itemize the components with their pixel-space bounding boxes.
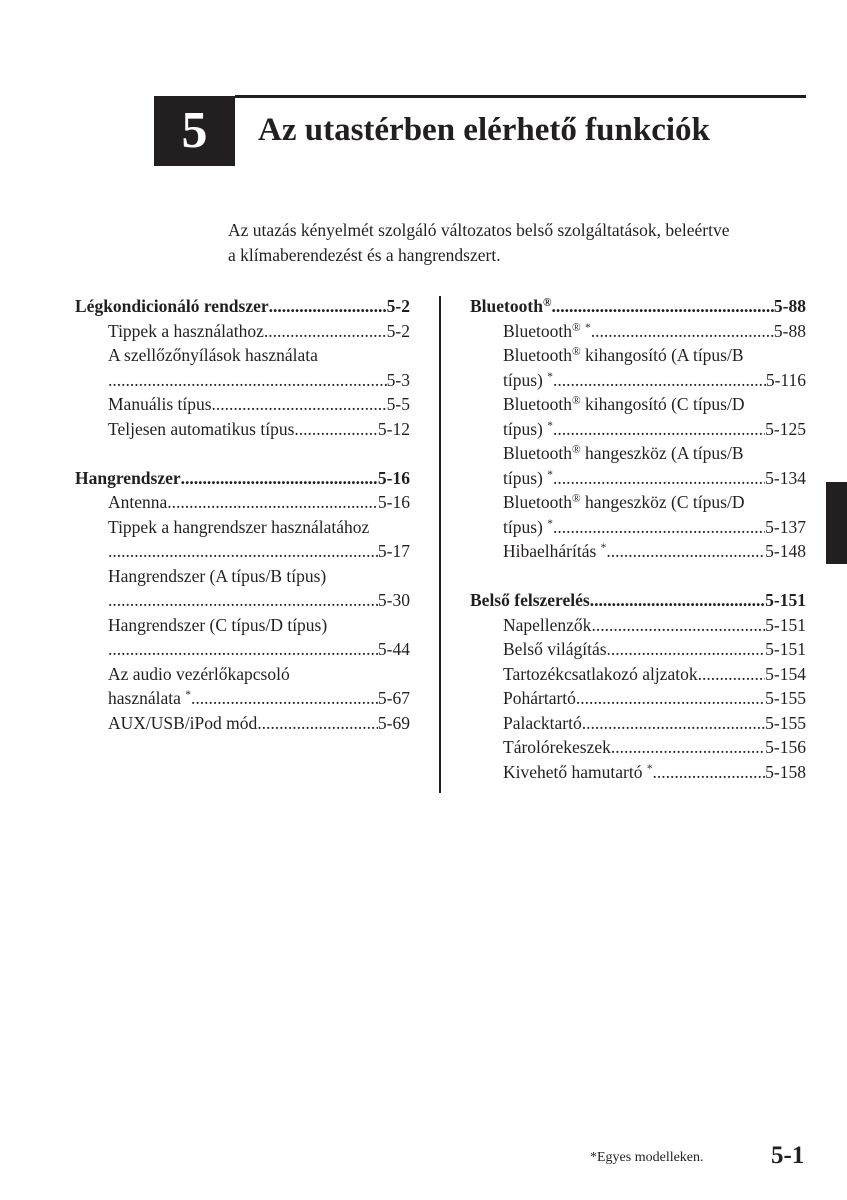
chapter-number: 5 <box>181 102 208 159</box>
toc-entry-text: Bluetooth® <box>470 296 552 316</box>
dot-leader <box>553 370 766 391</box>
dot-leader <box>576 688 765 709</box>
toc-entry-text: használata * <box>108 688 191 708</box>
dot-leader <box>591 615 765 636</box>
dot-leader <box>553 517 765 538</box>
dot-leader <box>191 688 378 709</box>
toc-section <box>470 590 806 786</box>
footnote: *Egyes modelleken. <box>590 1150 704 1165</box>
toc-page-number: 5-3 <box>386 369 410 390</box>
toc-section <box>470 296 806 566</box>
toc-page-number: 5-2 <box>386 296 410 316</box>
dot-leader <box>108 370 387 391</box>
dot-leader <box>698 664 766 685</box>
toc-entry-text: Palacktartó <box>503 712 582 733</box>
toc-entry <box>470 615 806 640</box>
dot-leader <box>606 541 765 562</box>
toc-page-number: 5-155 <box>765 712 806 733</box>
footnote-star: * <box>547 517 553 530</box>
toc-entry-text: Napellenzők <box>503 614 592 635</box>
toc-entry <box>75 639 410 664</box>
toc-entry-text: Bluetooth® kihangosító (C típus/D <box>503 394 745 414</box>
footnote-star: * <box>585 321 591 334</box>
footnote-star: * <box>547 419 553 432</box>
toc-entry-text: Pohártartó <box>503 688 576 708</box>
toc-entry-text: Tippek a hangrendszer használatához <box>108 516 370 537</box>
toc-entry <box>470 639 806 664</box>
toc-page-number: 5-5 <box>386 394 410 414</box>
toc-page-number: 5-44 <box>377 639 410 659</box>
toc-entry-text: AUX/USB/iPod mód <box>108 712 258 733</box>
footnote-star: * <box>185 688 191 701</box>
toc-left-column <box>75 296 410 762</box>
intro-line-1: Az utazás kényelmét szolgáló változatos belső szolgáltatások, beleértve <box>228 220 730 240</box>
toc-page-number: 5-156 <box>765 737 806 757</box>
toc-entry <box>75 517 410 542</box>
column-divider <box>439 296 441 793</box>
toc-section-heading <box>75 468 410 493</box>
toc-entry <box>75 688 410 713</box>
toc-entry-text: Hangrendszer (C típus/D típus) <box>108 614 328 635</box>
toc-entry <box>75 419 410 444</box>
toc-page-number: 5-17 <box>377 541 410 561</box>
toc-section-heading <box>470 296 806 321</box>
toc-page-number: 5-16 <box>377 492 410 512</box>
toc-page-number: 5-151 <box>765 639 806 659</box>
footnote-star: * <box>547 370 553 383</box>
registered-mark: ® <box>572 443 581 456</box>
dot-leader <box>607 639 766 660</box>
toc-entry-text: Tippek a használathoz <box>108 320 264 341</box>
toc-page-number: 5-158 <box>765 761 806 782</box>
dot-leader <box>269 296 387 317</box>
toc-entry <box>470 492 806 517</box>
dot-leader <box>553 468 765 489</box>
toc-entry-text: Tárolórekeszek <box>503 737 611 757</box>
toc-entry-text: Antenna <box>108 492 168 512</box>
dot-leader <box>181 468 378 489</box>
toc-page-number: 5-116 <box>765 369 806 390</box>
toc-entry-text: Hangrendszer <box>75 467 181 488</box>
chapter-title: Az utastérben elérhető funkciók <box>258 112 710 148</box>
intro-line-2: a klímaberendezést és a hangrendszert. <box>228 245 501 265</box>
toc-section-heading <box>470 590 806 615</box>
registered-mark: ® <box>572 394 581 407</box>
dot-leader <box>264 321 387 342</box>
toc-entry-text: Bluetooth® hangeszköz (A típus/B <box>503 443 744 463</box>
dot-leader <box>591 321 774 342</box>
toc-page-number: 5-148 <box>765 541 806 561</box>
toc-section-heading <box>75 296 410 321</box>
chapter-side-tab <box>826 482 847 564</box>
toc-entry <box>470 468 806 493</box>
toc-entry-text: típus) * <box>503 418 553 439</box>
toc-entry-text: Manuális típus <box>108 394 212 414</box>
toc-entry <box>470 394 806 419</box>
registered-mark: ® <box>542 296 552 309</box>
toc-entry-text: típus) * <box>503 467 553 488</box>
toc-entry <box>470 713 806 738</box>
toc-entry-text: Az audio vezérlőkapcsoló <box>108 663 290 684</box>
page-number: 5-1 <box>771 1142 805 1169</box>
toc-entry-text: Hibaelhárítás * <box>503 541 607 561</box>
toc-entry <box>470 541 806 566</box>
dot-leader <box>108 639 378 660</box>
toc-entry-text: típus) * <box>503 369 553 390</box>
dot-leader <box>582 713 765 734</box>
toc-entry-text: Tartozékcsatlakozó aljzatok <box>503 663 698 684</box>
toc-entry-text: Kivehető hamutartó * <box>503 761 653 782</box>
toc-entry <box>75 394 410 419</box>
toc-entry-text: A szellőzőnyílások használata <box>108 345 318 365</box>
toc-section <box>75 468 410 738</box>
toc-section <box>75 296 410 443</box>
toc-entry <box>470 345 806 370</box>
toc-page-number: 5-137 <box>765 516 806 537</box>
toc-entry-text: Légkondicionáló rendszer <box>75 296 269 316</box>
dot-leader <box>294 419 378 440</box>
toc-entry <box>75 615 410 640</box>
dot-leader <box>553 419 765 440</box>
toc-entry <box>75 713 410 738</box>
dot-leader <box>257 713 378 734</box>
toc-page-number: 5-151 <box>765 614 806 635</box>
toc-entry <box>75 345 410 370</box>
footnote-star: * <box>600 541 607 554</box>
toc-page-number: 5-88 <box>773 296 806 316</box>
registered-mark: ® <box>572 345 581 358</box>
registered-mark: ® <box>572 321 581 334</box>
toc-entry <box>470 370 806 395</box>
toc-entry <box>75 370 410 395</box>
toc-entry <box>75 590 410 615</box>
registered-mark: ® <box>572 492 581 505</box>
toc-entry <box>470 762 806 787</box>
dot-leader <box>551 296 773 317</box>
toc-page-number: 5-67 <box>377 688 410 708</box>
toc-entry-text: típus) * <box>503 516 553 537</box>
toc-entry-text: Bluetooth® hangeszköz (C típus/D <box>503 492 745 512</box>
toc-entry <box>470 688 806 713</box>
toc-page-number: 5-134 <box>765 467 806 488</box>
dot-leader <box>108 541 378 562</box>
dot-leader <box>108 590 378 611</box>
toc-entry-text: Bluetooth® * <box>503 320 591 341</box>
toc-entry-text: Belső felszerelés <box>470 590 590 610</box>
toc-entry <box>470 664 806 689</box>
intro-paragraph <box>228 218 808 268</box>
toc-entry <box>75 664 410 689</box>
toc-page-number: 5-155 <box>765 688 806 708</box>
footnote-star: * <box>646 762 653 775</box>
toc-entry-text: Teljesen automatikus típus <box>108 418 295 439</box>
toc-entry-text: Hangrendszer (A típus/B típus) <box>108 565 327 586</box>
footnote-star: * <box>547 468 553 481</box>
toc-entry <box>470 737 806 762</box>
toc-page-number: 5-154 <box>765 663 806 684</box>
toc-entry-text: Bluetooth® kihangosító (A típus/B <box>503 345 744 365</box>
toc-page-number: 5-88 <box>773 320 806 341</box>
toc-entry <box>75 541 410 566</box>
toc-entry <box>470 443 806 468</box>
toc-entry <box>75 321 410 346</box>
toc-entry <box>470 321 806 346</box>
toc-page-number: 5-2 <box>386 320 410 341</box>
toc-page-number: 5-125 <box>765 418 806 439</box>
dot-leader <box>653 762 766 783</box>
toc-page-number: 5-16 <box>377 467 410 488</box>
toc-entry <box>470 419 806 444</box>
dot-leader <box>590 590 765 611</box>
dot-leader <box>611 737 765 758</box>
top-rule <box>235 95 806 98</box>
toc-entry <box>470 517 806 542</box>
toc-page-number: 5-69 <box>377 712 410 733</box>
dot-leader <box>167 492 378 513</box>
toc-page-number: 5-30 <box>377 590 410 610</box>
toc-page-number: 5-151 <box>765 590 806 610</box>
toc-right-column <box>470 296 806 811</box>
toc-entry <box>75 492 410 517</box>
toc-entry-text: Belső világítás <box>503 639 607 659</box>
dot-leader <box>212 394 387 415</box>
chapter-number-box <box>154 96 235 166</box>
toc-entry <box>75 566 410 591</box>
toc-page-number: 5-12 <box>377 418 410 439</box>
